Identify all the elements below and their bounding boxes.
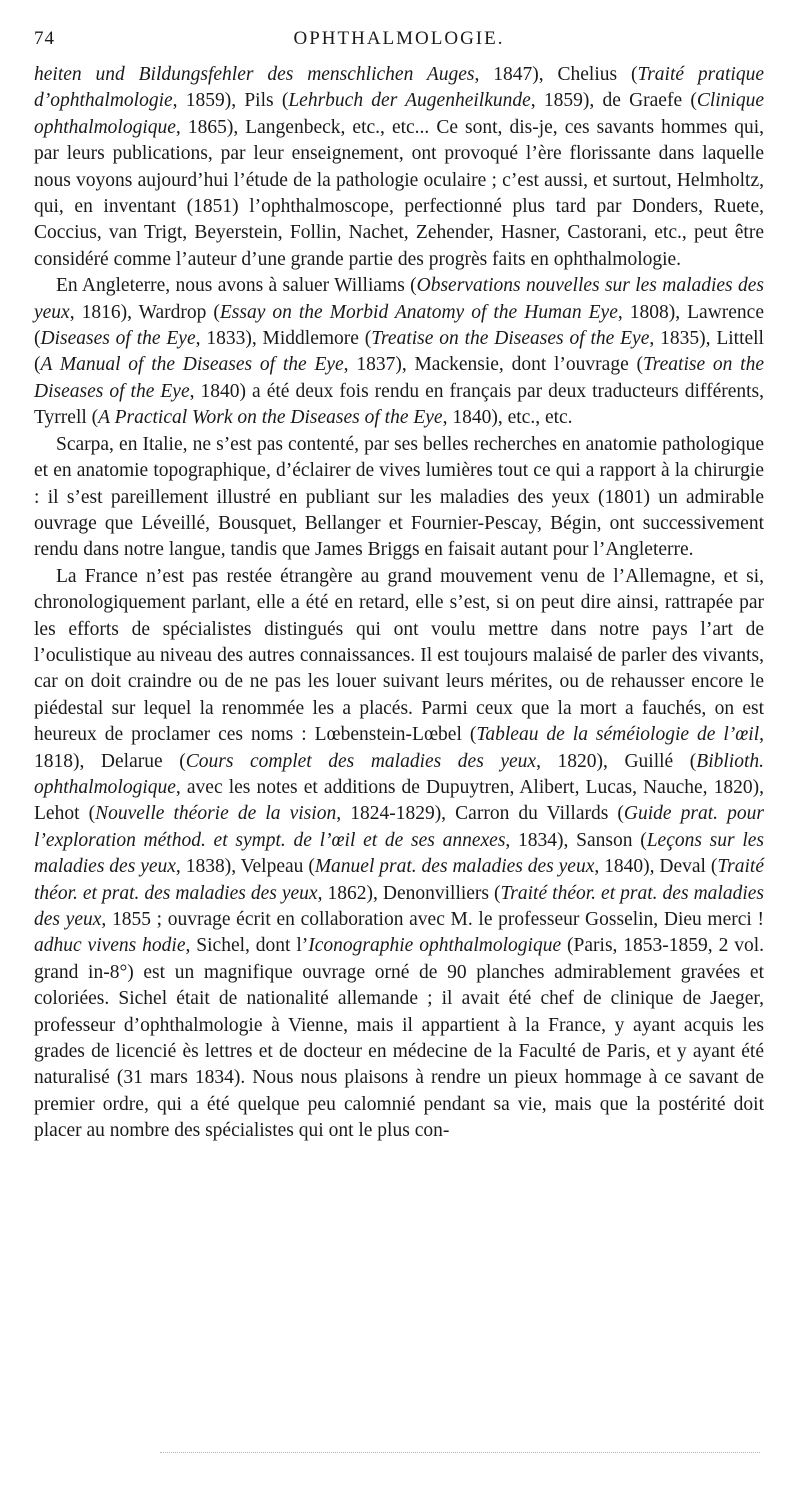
footer-rule xyxy=(160,1452,760,1453)
page-number: 74 xyxy=(34,28,55,49)
text-run: , 1835), Littell ( xyxy=(34,328,764,376)
italic-title: Essay on the Morbid Anatomy of the Human Eye xyxy=(219,301,618,323)
italic-title: A Manual of the Diseases of the Eye xyxy=(40,354,344,376)
text-run: (Paris, 1853-1859, 2 vol. grand in-8°) est un magnifique ouvrage orné de 90 planches admirablement gravées et coloriées. Sichel était de nationalité allemande ; il avait été chef de clinique de Jaeger, professeur d’ophthalmologie à Vienne, mais il appartient à la France, y ayant acquis les grades de licencié ès lettres et de docteur en médecine de la Faculté de Paris, et y ayant été naturalisé (31 mars 1834). Nous nous plaisons à rendre un pieux hommage à ce savant de premier ordre, qui a été quelque peu calomnié pendant sa vie, mais que la postérité doit placer au nombre des spécialistes qui ont le plus con- xyxy=(34,935,765,1142)
text-run: , 1820), Guillé ( xyxy=(536,750,697,772)
text-run: , 1865), Langenbeck, etc., etc... Ce sont, dis-je, ces savants hommes qui, par leurs publications, par leur enseignement, ont provoqué l’ère florissante dans laquelle nous voyons aujourd’hui l’étude de la pathologie oculaire ; c’est aussi, et surtout, Helmholtz, qui, en inventant (1851) l’ophthalmoscope, perfectionné plus tard par Donders, Ruete, Coccius, van Trigt, Beyerstein, Follin, Nachet, Zehender, Hasner, Castorani, etc., peut être considéré comme l’auteur d’une grande partie des progrès faits en ophthalmologie. xyxy=(34,116,764,270)
italic-title: Lehrbuch der Augenheilkunde xyxy=(288,90,531,112)
text-run: La France n’est pas restée étrangère au grand mouvement venu de l’Allemagne, et si, chronologiquement parlant, elle a été en retard, elle s’est, si on peut dire ainsi, rattrapée par les efforts de spécialistes distingués qui ont voulu mettre dans notre pays l’art de l’oculistique au niveau des autres connaissances. Il est toujours malaisé de parler des vivants, car on doit craindre ou de ne pas les louer suivant leurs mérites, ou de rehausser encore le piédestal sur lequel la renommée les a placés. Parmi ceux que la mort a fauchés, on est heureux de proclamer ces noms : Lœbenstein-Lœbel ( xyxy=(34,565,764,746)
italic-title: Traité théor. et prat. des maladies des yeux xyxy=(34,856,764,904)
text-run: , 1816), Wardrop ( xyxy=(69,301,220,323)
italic-title: Treatise on the Diseases of the Eye xyxy=(371,328,650,350)
italic-title: Traité pratique d’ophthalmologie xyxy=(34,64,764,112)
text-run: , 1833), Middlemore ( xyxy=(195,328,372,350)
italic-title: adhuc vivens hodie xyxy=(34,935,186,957)
text-run: , Sichel, dont l’ xyxy=(185,935,309,957)
italic-title: Iconographie ophthalmologique xyxy=(308,935,562,957)
paragraph xyxy=(34,273,764,431)
italic-title: Nouvelle théorie de la vision xyxy=(95,803,337,825)
text-run: , 1855 ; ouvrage écrit en collaboration avec M. le professeur Gosselin, Dieu merci ! xyxy=(101,909,764,930)
italic-title: Biblioth. ophthalmologique xyxy=(34,750,764,798)
text-run: , 1840) a été deux fois rendu en français par deux traducteurs différents, Tyrrell ( xyxy=(34,380,764,429)
italic-title: Treatise on the Diseases of the Eye xyxy=(34,354,764,402)
page-header xyxy=(34,22,764,62)
italic-title: Clinique ophthalmologique xyxy=(34,90,764,138)
italic-title: Tableau de la séméiologie de l’œil xyxy=(476,724,760,746)
body-text xyxy=(34,62,764,1145)
italic-title: A Practical Work on the Diseases of the Eye xyxy=(98,407,443,429)
paragraph xyxy=(34,564,764,1145)
text-run: , 1838), Velpeau ( xyxy=(175,856,315,878)
text-run: , 1840), Deval ( xyxy=(594,856,718,878)
italic-title: Diseases of the Eye xyxy=(40,328,196,350)
italic-title: Observations nouvelles sur les maladies des yeux xyxy=(34,275,764,323)
text-run: , 1847), Chelius ( xyxy=(474,64,638,85)
text-run: , avec les notes et additions de Dupuytren, Alibert, Lucas, Nauche, 1820), Lehot ( xyxy=(34,776,764,825)
italic-title: Cours complet des maladies des yeux xyxy=(185,750,537,772)
text-run: , 1862), Denonvilliers ( xyxy=(317,882,501,904)
running-head: OPHTHALMOLOGIE. xyxy=(293,28,505,49)
paragraph xyxy=(34,432,764,564)
italic-title: Leçons sur les maladies des yeux xyxy=(34,829,764,878)
text-run: , 1859), Pils ( xyxy=(172,90,289,112)
text-run: , 1840), etc., etc. xyxy=(442,407,573,429)
paragraph xyxy=(34,62,764,273)
text-run: , 1837), Mackensie, dont l’ouvrage ( xyxy=(343,354,643,376)
italic-title: heiten und Bildungsfehler des menschlichen Auges xyxy=(34,64,475,85)
text-run: , 1818), Delarue ( xyxy=(34,724,764,772)
italic-title: Manuel prat. des maladies des yeux xyxy=(314,856,595,878)
text-run: , 1808), Lawrence ( xyxy=(34,301,764,350)
text-run: , 1834), Sanson ( xyxy=(505,829,647,851)
italic-title: Guide prat. pour l’exploration méthod. et sympt. de l’œil et de ses annexes xyxy=(34,803,765,851)
text-run: , 1824-1829), Carron du Villards ( xyxy=(336,803,624,825)
text-run: Scarpa, en Italie, ne s’est pas contenté, par ses belles recherches en anatomie pathologique et en anatomie topographique, d’éclairer de vives lumières tout ce qui a rapport à la chirurgie : il s’est pareillement illustré en publiant sur les maladies des yeux (1801) un admirable ouvrage que Léveillé, Bousquet, Bellanger et Fournier-Pescay, Bégin, ont successivement rendu dans notre langue, tandis que James Briggs en faisait autant pour l’Angleterre. xyxy=(34,433,764,561)
text-run: En Angleterre, nous avons à saluer Williams ( xyxy=(56,275,417,297)
italic-title: Traité théor. et prat. des maladies des yeux xyxy=(34,882,764,930)
text-run: , 1859), de Graefe ( xyxy=(530,90,697,112)
